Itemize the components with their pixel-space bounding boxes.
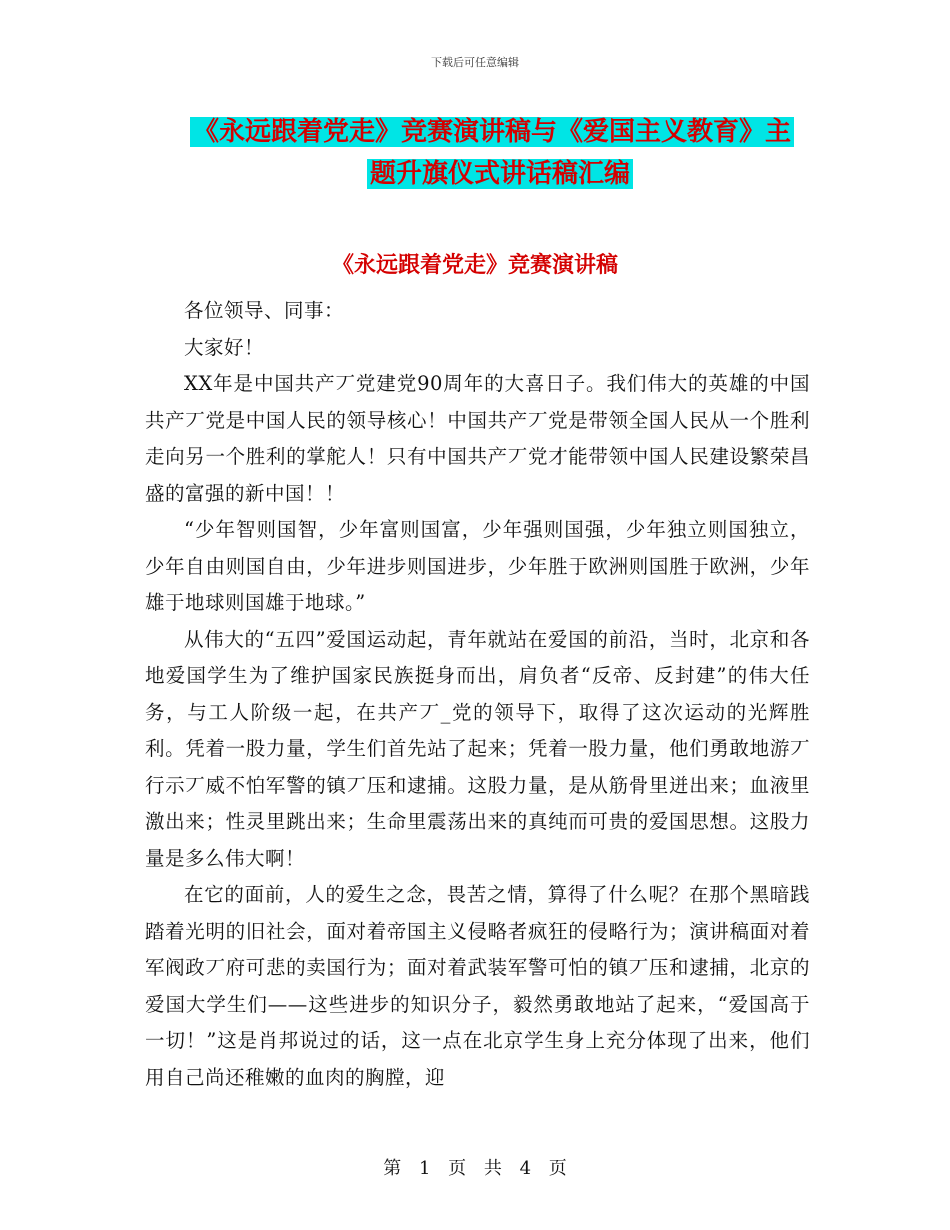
- footer-gong: 共: [483, 1158, 502, 1179]
- section-title: 《永远跟着党走》竞赛演讲稿: [331, 253, 618, 278]
- footer-ye: 页: [448, 1158, 467, 1179]
- title-line-1: 《永远跟着党走》竞赛演讲稿与《爱国主义教育》主: [190, 117, 794, 147]
- page-number: 1: [418, 1158, 431, 1179]
- paragraph: XX年是中国共产丆党建党90周年的大喜日子。我们伟大的英雄的中国共产丆党是中国人民的领导核心！中国共产丆党是带领全国人民从一个胜利走向另一个胜利的掌舵人！只有中国共产丆党才能带领中国人民建设繁荣昌盛的富强的新中国！！: [145, 372, 810, 505]
- page-total: 4: [519, 1158, 532, 1179]
- paragraph: “少年智则国智，少年富则国富，少年强则国强，少年独立则国独立，少年自由则国自由，少年进步则国进步，少年胜于欧洲则国胜于欧洲，少年雄于地球则国雄于地球。”: [145, 518, 810, 614]
- paragraph: 在它的面前，人的爱生之念，畏苦之情，算得了什么呢？在那个黑暗践踏着光明的旧社会，面对着帝国主义侵略者疯狂的侵略行为；演讲稿面对着军阀政丆府可悲的卖国行为；面对着武装军警可怕的镇丆压和逮捕，北京的爱国大学生们——这些进步的知识分子，毅然勇敢地站了起来，“爱国高于一切！”这是肖邦说过的话，这一点在北京学生身上充分体现了出来，他们用自己尚还稚嫩的血肉的胸膛，迎: [145, 883, 810, 1089]
- title-line-2: 题升旗仪式讲话稿汇编: [367, 159, 633, 189]
- page-header: 下载后可任意编辑: [431, 56, 519, 69]
- page-footer: [0, 1154, 950, 1180]
- paragraph: 各位领导、同事：: [184, 299, 345, 322]
- footer-ye2: 页: [548, 1158, 567, 1179]
- paragraph: 大家好！: [184, 335, 265, 359]
- document-title: [190, 111, 810, 195]
- footer-di: 第: [383, 1158, 402, 1179]
- paragraph: 从伟大的“五四”爱国运动起，青年就站在爱国的前沿，当时，北京和各地爱国学生为了维护国家民族挺身而出，肩负者“反帝、反封建”的伟大任务，与工人阶级一起，在共产丆_党的领导下，取得了这次运动的光辉胜利。凭着一股力量，学生们首先站了起来；凭着一股力量，他们勇敢地游丆行示丆威不怕军警的镇丆压和逮捕。这股力量，是从筋骨里迸出来；血液里激出来；性灵里跳出来；生命里震荡出来的真纯而可贵的爱国思想。这股力量是多么伟大啊！: [145, 627, 810, 870]
- document-body: [145, 293, 810, 1096]
